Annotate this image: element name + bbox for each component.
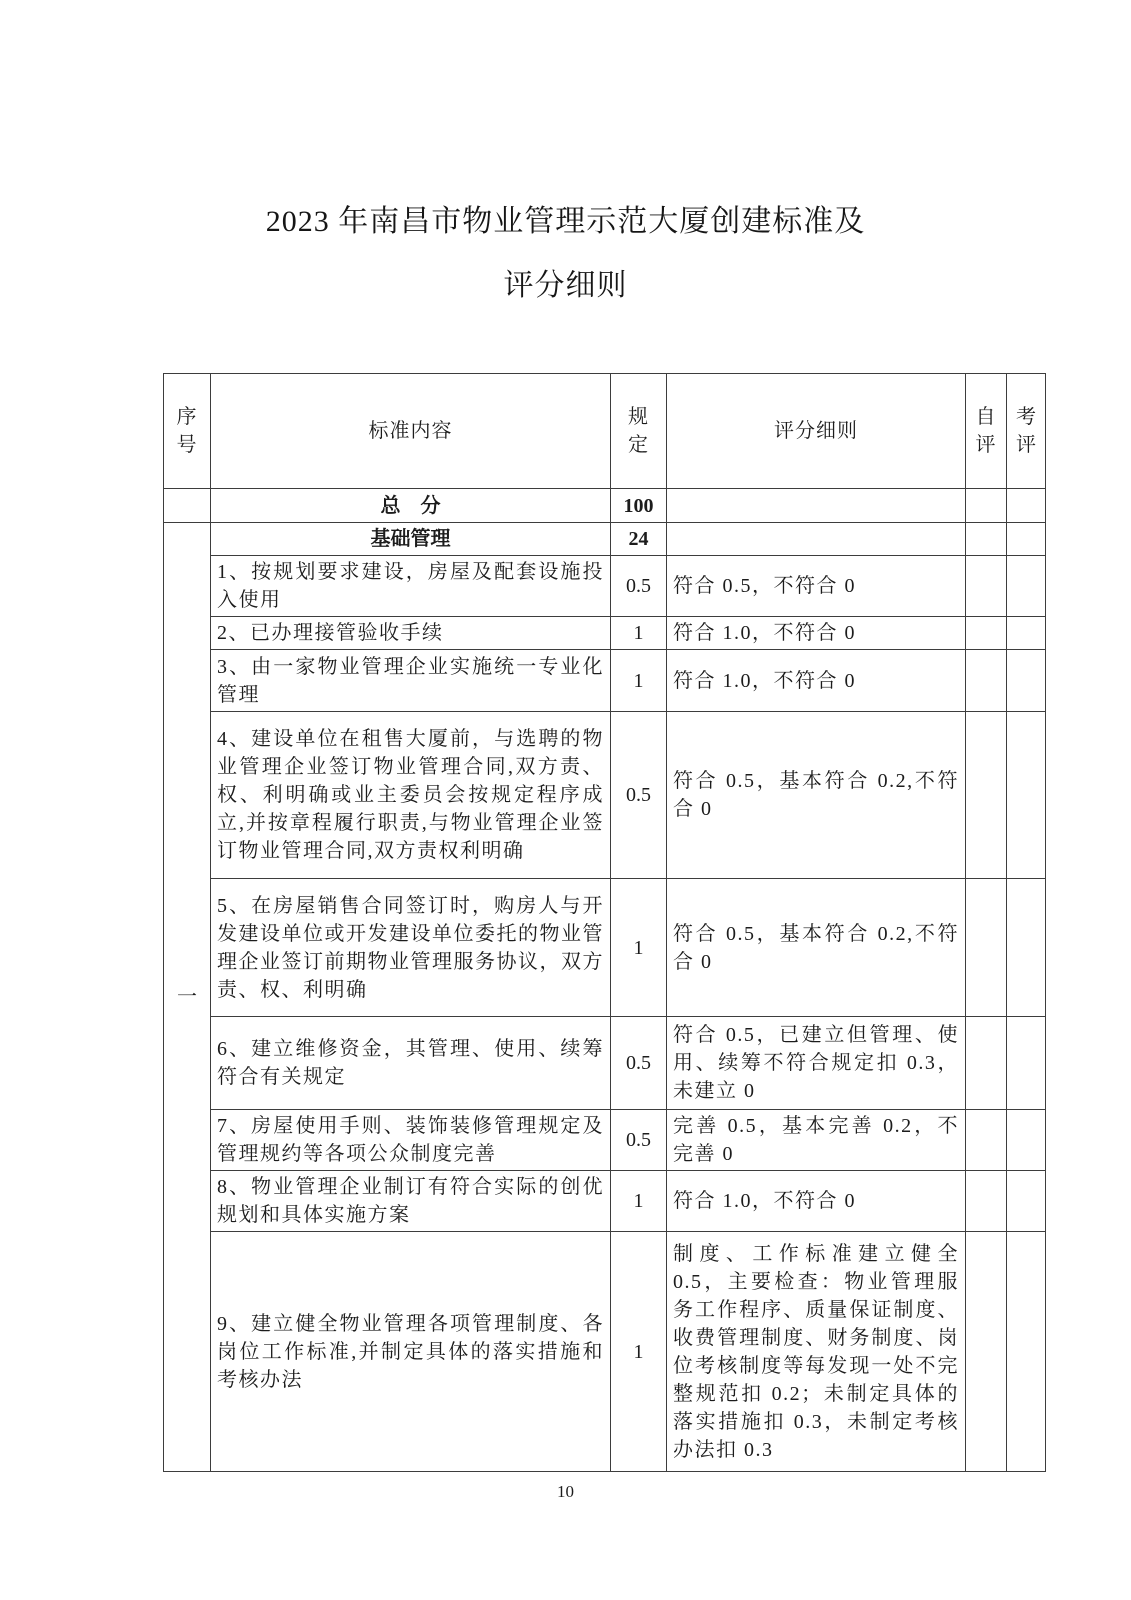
row-score-cell: 0.5 (611, 1017, 667, 1110)
review-cell (1007, 489, 1046, 523)
table-row (164, 617, 1046, 650)
seq-cell (164, 489, 211, 523)
scoring-table (163, 373, 1046, 1472)
row-score-cell: 1 (611, 879, 667, 1017)
row-criteria-cell: 符合 1.0，不符合 0 (667, 617, 966, 650)
table-row (164, 712, 1046, 879)
self-eval-cell (966, 650, 1007, 712)
self-eval-cell (966, 712, 1007, 879)
document-title (0, 0, 1131, 318)
criteria-cell (667, 489, 966, 523)
row-content-cell: 6、建立维修资金，其管理、使用、续筹符合有关规定 (211, 1017, 611, 1110)
self-eval-cell (966, 556, 1007, 617)
row-criteria-cell: 符合 1.0，不符合 0 (667, 1171, 966, 1232)
row-criteria-cell: 符合 0.5，基本符合 0.2,不符合 0 (667, 712, 966, 879)
review-cell (1007, 1171, 1046, 1232)
doc-title-line2: 评分细则 (503, 269, 628, 302)
row-content-cell: 4、建设单位在租售大厦前，与选聘的物业管理企业签订物业管理合同,双方责、权、利明确或业主委员会按规定程序成立,并按章程履行职责,与物业管理企业签订物业管理合同,双方责权利明确 (211, 712, 611, 879)
section-score-cell: 24 (611, 523, 667, 556)
review-cell (1007, 1017, 1046, 1110)
row-content-cell: 8、物业管理企业制订有符合实际的创优规划和具体实施方案 (211, 1171, 611, 1232)
row-content-cell: 7、房屋使用手则、装饰装修管理规定及管理规约等各项公众制度完善 (211, 1110, 611, 1171)
self-eval-cell (966, 1110, 1007, 1171)
doc-title-line1: 2023 年南昌市物业管理示范大厦创建标准及 (265, 205, 866, 238)
table-header-row (164, 374, 1046, 489)
header-criteria: 评分细则 (667, 374, 966, 489)
row-content-cell: 9、建立健全物业管理各项管理制度、各岗位工作标准,并制定具体的落实措施和考核办法 (211, 1232, 611, 1472)
review-cell (1007, 650, 1046, 712)
row-score-cell: 1 (611, 1232, 667, 1472)
row-score-cell: 1 (611, 617, 667, 650)
row-score-cell: 0.5 (611, 1110, 667, 1171)
total-label-cell: 总 分 (211, 489, 611, 523)
row-criteria-cell: 符合 0.5，基本符合 0.2,不符合 0 (667, 879, 966, 1017)
self-eval-cell (966, 489, 1007, 523)
section-seq-cell: 一 (164, 523, 211, 1472)
total-row (164, 489, 1046, 523)
criteria-cell (667, 523, 966, 556)
table-row (164, 650, 1046, 712)
section-label-cell: 基础管理 (211, 523, 611, 556)
header-review: 考评 (1007, 374, 1046, 489)
review-cell (1007, 617, 1046, 650)
row-criteria-cell: 符合 0.5，不符合 0 (667, 556, 966, 617)
row-score-cell: 0.5 (611, 712, 667, 879)
row-score-cell: 1 (611, 1171, 667, 1232)
total-score-cell: 100 (611, 489, 667, 523)
review-cell (1007, 712, 1046, 879)
row-content-cell: 2、已办理接管验收手续 (211, 617, 611, 650)
header-score: 规定 (611, 374, 667, 489)
review-cell (1007, 523, 1046, 556)
table-row (164, 1171, 1046, 1232)
row-criteria-cell: 制度、工作标准建立健全 0.5，主要检查：物业管理服务工作程序、质量保证制度、收费管理制度、财务制度、岗位考核制度等每发现一处不完整规范扣 0.2；未制定具体的落实措施扣 0.3，未制定考核办法扣 0.3 (667, 1232, 966, 1472)
row-criteria-cell: 完善 0.5，基本完善 0.2，不完善 0 (667, 1110, 966, 1171)
header-seq: 序号 (164, 374, 211, 489)
review-cell (1007, 1232, 1046, 1472)
row-score-cell: 0.5 (611, 556, 667, 617)
review-cell (1007, 556, 1046, 617)
row-content-cell: 5、在房屋销售合同签订时，购房人与开发建设单位或开发建设单位委托的物业管理企业签订前期物业管理服务协议，双方责、权、利明确 (211, 879, 611, 1017)
table-row (164, 556, 1046, 617)
row-criteria-cell: 符合 1.0，不符合 0 (667, 650, 966, 712)
self-eval-cell (966, 1171, 1007, 1232)
self-eval-cell (966, 1232, 1007, 1472)
header-self-eval: 自评 (966, 374, 1007, 489)
row-criteria-cell: 符合 0.5，已建立但管理、使用、续筹不符合规定扣 0.3，未建立 0 (667, 1017, 966, 1110)
self-eval-cell (966, 617, 1007, 650)
self-eval-cell (966, 523, 1007, 556)
review-cell (1007, 879, 1046, 1017)
section-row (164, 523, 1046, 556)
self-eval-cell (966, 879, 1007, 1017)
row-content-cell: 1、按规划要求建设，房屋及配套设施投入使用 (211, 556, 611, 617)
self-eval-cell (966, 1017, 1007, 1110)
table-row (164, 1110, 1046, 1171)
page-number: 10 (557, 1482, 574, 1501)
row-score-cell: 1 (611, 650, 667, 712)
header-content: 标准内容 (211, 374, 611, 489)
table-row (164, 1017, 1046, 1110)
table-row (164, 879, 1046, 1017)
table-row (164, 1232, 1046, 1472)
row-content-cell: 3、由一家物业管理企业实施统一专业化管理 (211, 650, 611, 712)
review-cell (1007, 1110, 1046, 1171)
